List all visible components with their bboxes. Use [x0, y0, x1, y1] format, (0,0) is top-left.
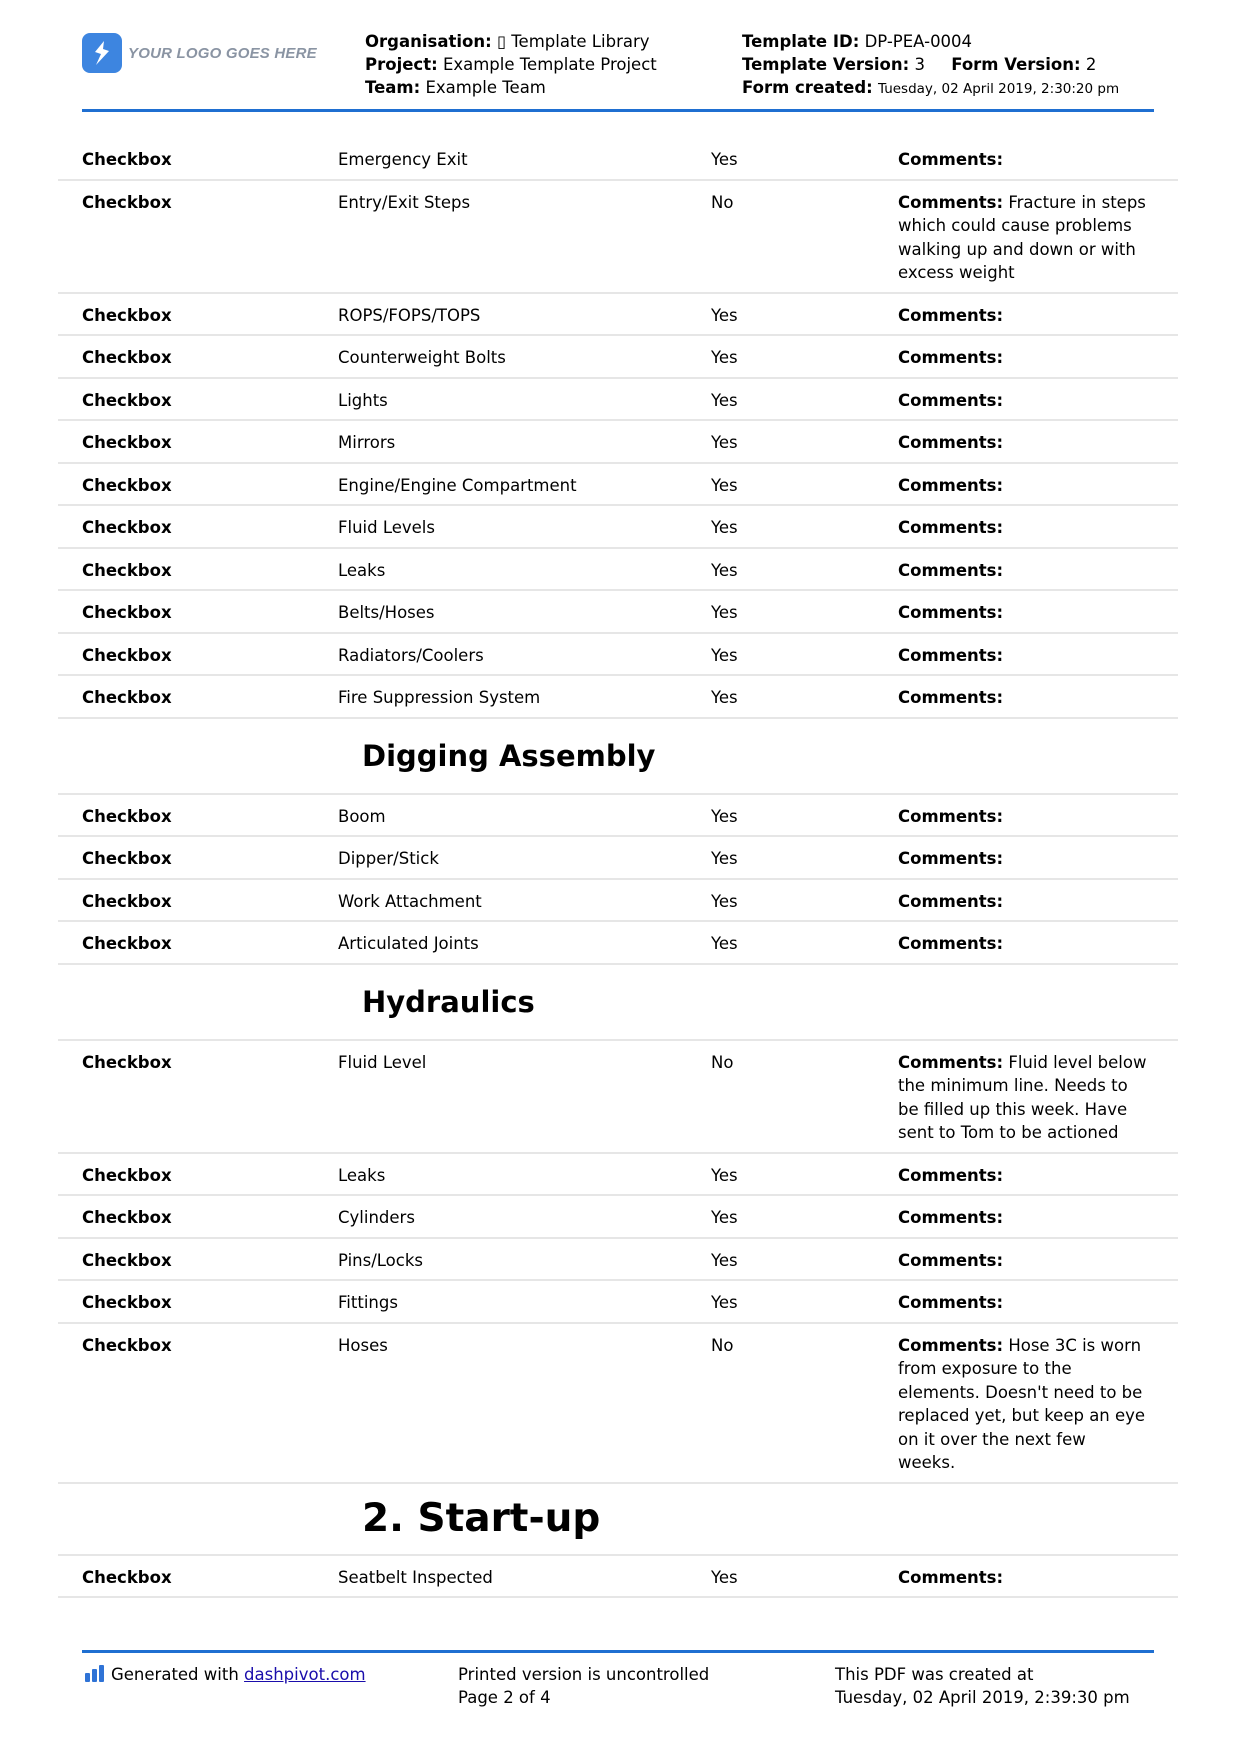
item-value: Yes: [711, 1208, 738, 1227]
item-value: Yes: [711, 1165, 738, 1185]
item-label: Belts/Hoses: [338, 603, 435, 622]
comment-cell: [898, 644, 1148, 668]
field-type: Checkbox: [82, 1293, 172, 1312]
field-type: Checkbox: [82, 645, 172, 665]
item-value: No: [711, 1335, 734, 1355]
item-value: No: [711, 192, 734, 212]
form-content: [58, 138, 1178, 1598]
item-label: Dipper/Stick: [338, 849, 439, 868]
form-created-value: Tuesday, 02 April 2019, 2:30:20 pm: [878, 81, 1120, 97]
table-row: [58, 1196, 1178, 1239]
table-row: [58, 506, 1178, 549]
pdf-created-label: This PDF was created at: [835, 1665, 1034, 1684]
form-version-label: Form Version:: [951, 55, 1081, 74]
item-label: Fittings: [338, 1293, 398, 1312]
comment-cell: [898, 932, 1148, 956]
field-type: Checkbox: [82, 1335, 172, 1355]
table-row: [58, 795, 1178, 838]
dashpivot-link[interactable]: dashpivot.com: [244, 1665, 366, 1684]
comment-cell: [898, 686, 1148, 710]
comment-cell: [898, 474, 1148, 498]
item-label: Fire Suppression System: [338, 688, 541, 707]
comment-label: Comments:: [898, 1208, 1004, 1227]
form-created-label: Form created:: [742, 78, 873, 97]
comment-label: Comments:: [898, 934, 1004, 953]
comment-cell: [898, 805, 1148, 829]
item-label: Fluid Levels: [338, 518, 435, 537]
table-row: [58, 837, 1178, 880]
logo-text: YOUR LOGO GOES HERE: [128, 44, 317, 62]
item-label: Emergency Exit: [338, 150, 468, 169]
field-type: Checkbox: [82, 806, 172, 826]
footer-divider: [82, 1650, 1154, 1653]
item-label: Seatbelt Inspected: [338, 1567, 493, 1587]
field-type: Checkbox: [82, 688, 172, 707]
comment-label: Comments:: [898, 475, 1004, 495]
generated-prefix: Generated with: [111, 1665, 239, 1684]
item-label: Hoses: [338, 1335, 388, 1355]
item-label: ROPS/FOPS/TOPS: [338, 305, 481, 325]
logo: [82, 33, 317, 73]
template-version-label: Template Version:: [742, 55, 910, 74]
comment-label: Comments:: [898, 1052, 1004, 1072]
item-label: Pins/Locks: [338, 1250, 424, 1270]
footer-generated: [85, 1663, 366, 1686]
item-label: Engine/Engine Compartment: [338, 475, 577, 495]
item-value: Yes: [711, 688, 738, 707]
table-row: [58, 880, 1178, 923]
comment-text: Fracture in steps which could cause problems walking up and down or with excess weight: [898, 192, 1146, 282]
comment-cell: [898, 389, 1148, 413]
field-type: Checkbox: [82, 192, 172, 212]
comment-cell: [898, 1291, 1148, 1315]
item-label: Work Attachment: [338, 891, 482, 911]
field-type: Checkbox: [82, 305, 172, 325]
table-row: [58, 1556, 1178, 1599]
item-value: Yes: [711, 150, 738, 169]
table-row: [58, 181, 1178, 294]
table-row: [58, 464, 1178, 507]
organisation-label: Organisation:: [365, 32, 492, 51]
comment-label: Comments:: [898, 1250, 1004, 1270]
item-value: Yes: [711, 645, 738, 665]
field-type: Checkbox: [82, 433, 172, 452]
item-value: Yes: [711, 1250, 738, 1270]
comment-text: Hose 3C is worn from exposure to the elements. Doesn't need to be replaced yet, but keep an eye on it over the next few weeks.: [898, 1335, 1146, 1472]
comment-label: Comments:: [898, 1335, 1004, 1355]
field-type: Checkbox: [82, 1165, 172, 1185]
project-value: Example Template Project: [442, 55, 657, 74]
comment-cell: [898, 1206, 1148, 1230]
comment-label: Comments:: [898, 645, 1004, 665]
item-value: Yes: [711, 1293, 738, 1312]
item-label: Lights: [338, 390, 388, 410]
table-row: [58, 1154, 1178, 1197]
table-row: [58, 1239, 1178, 1282]
field-type: Checkbox: [82, 1052, 172, 1072]
item-label: Leaks: [338, 560, 386, 580]
comment-cell: [898, 1249, 1148, 1273]
comment-label: Comments:: [898, 891, 1004, 911]
item-label: Leaks: [338, 1165, 386, 1185]
item-value: Yes: [711, 305, 738, 325]
comment-label: Comments:: [898, 1165, 1004, 1185]
item-label: Mirrors: [338, 433, 396, 452]
field-type: Checkbox: [82, 1250, 172, 1270]
comment-cell: [898, 191, 1148, 285]
comment-label: Comments:: [898, 305, 1004, 325]
comment-cell: [898, 304, 1148, 328]
comment-text: Fluid level below the minimum line. Needs to be filled up this week. Have sent to Tom to be actioned: [898, 1052, 1147, 1142]
item-label: Articulated Joints: [338, 934, 479, 953]
comment-label: Comments:: [898, 348, 1004, 367]
item-label: Fluid Level: [338, 1052, 427, 1072]
comment-label: Comments:: [898, 390, 1004, 410]
field-type: Checkbox: [82, 560, 172, 580]
section-heading: Hydraulics: [58, 965, 1178, 1041]
item-value: Yes: [711, 849, 738, 868]
item-value: Yes: [711, 390, 738, 410]
comment-cell: [898, 148, 1148, 172]
template-version-value: 3: [914, 55, 925, 74]
comment-label: Comments:: [898, 1567, 1004, 1587]
comment-label: Comments:: [898, 806, 1004, 826]
item-value: Yes: [711, 934, 738, 953]
item-label: Boom: [338, 806, 386, 826]
table-row: [58, 1041, 1178, 1154]
pdf-created-date: Tuesday, 02 April 2019, 2:39:30 pm: [835, 1688, 1130, 1707]
field-type: Checkbox: [82, 390, 172, 410]
template-id-value: DP-PEA-0004: [864, 32, 973, 51]
uncontrolled-note: Printed version is uncontrolled: [458, 1665, 710, 1684]
template-id-label: Template ID:: [742, 32, 860, 51]
item-value: Yes: [711, 806, 738, 826]
item-value: Yes: [711, 1567, 738, 1587]
dashpivot-bars-icon: [85, 1665, 104, 1682]
field-type: Checkbox: [82, 1208, 172, 1227]
comment-cell: [898, 1334, 1148, 1475]
comment-label: Comments:: [898, 603, 1004, 622]
comment-label: Comments:: [898, 849, 1004, 868]
table-row: [58, 421, 1178, 464]
field-type: Checkbox: [82, 849, 172, 868]
table-row: [58, 634, 1178, 677]
project-label: Project:: [365, 55, 438, 74]
table-row: [58, 591, 1178, 634]
item-label: Cylinders: [338, 1208, 415, 1227]
table-row: [58, 1324, 1178, 1484]
page-header: [82, 30, 1154, 110]
table-row: [58, 1281, 1178, 1324]
comment-cell: [898, 1164, 1148, 1188]
item-value: Yes: [711, 433, 738, 452]
comment-cell: [898, 516, 1148, 540]
field-type: Checkbox: [82, 475, 172, 495]
field-type: Checkbox: [82, 891, 172, 911]
comment-cell: [898, 1051, 1148, 1145]
team-value: Example Team: [425, 78, 546, 97]
table-row: [58, 294, 1178, 337]
field-type: Checkbox: [82, 1567, 172, 1587]
comment-cell: [898, 431, 1148, 455]
comment-label: Comments:: [898, 518, 1004, 537]
organisation-value: ▯ Template Library: [496, 32, 650, 51]
header-template-block: [742, 30, 1119, 101]
item-label: Counterweight Bolts: [338, 348, 506, 367]
item-value: Yes: [711, 891, 738, 911]
item-value: Yes: [711, 560, 738, 580]
item-value: Yes: [711, 603, 738, 622]
item-label: Radiators/Coolers: [338, 645, 484, 665]
field-type: Checkbox: [82, 934, 172, 953]
comment-cell: [898, 346, 1148, 370]
table-row: [58, 676, 1178, 719]
form-version-value: 2: [1085, 55, 1097, 74]
comment-cell: [898, 601, 1148, 625]
comment-cell: [898, 1566, 1148, 1590]
page-number: Page 2 of 4: [458, 1688, 551, 1707]
item-label: Entry/Exit Steps: [338, 192, 471, 212]
item-value: Yes: [711, 348, 738, 367]
header-divider: [82, 109, 1154, 112]
footer-control: [458, 1663, 709, 1709]
field-type: Checkbox: [82, 603, 172, 622]
comment-label: Comments:: [898, 1293, 1004, 1312]
comment-cell: [898, 559, 1148, 583]
section-heading: Digging Assembly: [58, 719, 1178, 795]
comment-label: Comments:: [898, 688, 1004, 707]
comment-label: Comments:: [898, 150, 1004, 169]
field-type: Checkbox: [82, 518, 172, 537]
field-type: Checkbox: [82, 150, 172, 169]
team-label: Team:: [365, 78, 421, 97]
item-value: Yes: [711, 475, 738, 495]
item-value: Yes: [711, 518, 738, 537]
comment-cell: [898, 847, 1148, 871]
comment-label: Comments:: [898, 560, 1004, 580]
comment-label: Comments:: [898, 433, 1004, 452]
field-type: Checkbox: [82, 348, 172, 367]
comment-label: Comments:: [898, 192, 1004, 212]
logo-icon: [82, 33, 122, 73]
table-row: [58, 138, 1178, 181]
item-value: No: [711, 1052, 734, 1072]
table-row: [58, 379, 1178, 422]
table-row: [58, 922, 1178, 965]
comment-cell: [898, 890, 1148, 914]
table-row: [58, 336, 1178, 379]
section-heading: 2. Start-up: [58, 1484, 1178, 1556]
header-org-block: [365, 30, 657, 99]
table-row: [58, 549, 1178, 592]
footer-created: [835, 1663, 1130, 1709]
